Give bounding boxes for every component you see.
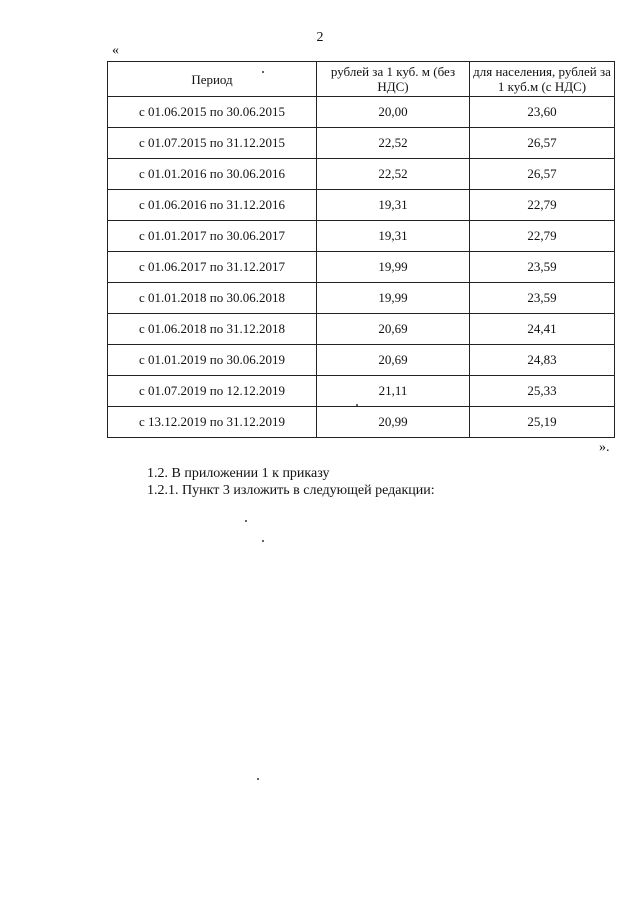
cell-period: с 01.07.2015 по 31.12.2015 [108,128,317,159]
cell-population-price: 23,59 [470,283,615,314]
scan-speck [262,71,264,73]
scan-speck [245,520,247,522]
cell-population-price: 25,19 [470,407,615,438]
cell-population-price: 23,60 [470,97,615,128]
cell-price: 19,99 [317,252,470,283]
cell-population-price: 23,59 [470,252,615,283]
closing-quote: ». [599,440,610,455]
cell-price: 22,52 [317,128,470,159]
cell-period: с 01.06.2017 по 31.12.2017 [108,252,317,283]
cell-period: с 13.12.2019 по 31.12.2019 [108,407,317,438]
table-row [108,376,615,407]
table-row [108,128,615,159]
table-header-row [108,62,615,97]
table-row [108,345,615,376]
cell-period: с 01.06.2015 по 30.06.2015 [108,97,317,128]
cell-price: 21,11 [317,376,470,407]
cell-price: 20,99 [317,407,470,438]
cell-population-price: 26,57 [470,159,615,190]
table-row [108,159,615,190]
scan-speck [262,540,264,542]
paragraph-1-2-1: 1.2.1. Пункт 3 изложить в следующей редакции: [147,483,435,498]
table-row [108,97,615,128]
cell-period: с 01.01.2019 по 30.06.2019 [108,345,317,376]
cell-population-price: 22,79 [470,190,615,221]
scan-speck [356,404,358,406]
cell-population-price: 22,79 [470,221,615,252]
cell-period: с 01.07.2019 по 12.12.2019 [108,376,317,407]
cell-price: 19,99 [317,283,470,314]
cell-period: с 01.06.2018 по 31.12.2018 [108,314,317,345]
header-population-price: для населения, рублей за 1 куб.м (с НДС) [470,62,615,97]
cell-price: 20,69 [317,345,470,376]
tariff-table [107,61,615,438]
table-row [108,221,615,252]
cell-period: с 01.01.2016 по 30.06.2016 [108,159,317,190]
table-row [108,314,615,345]
header-period: Период [108,62,317,97]
cell-population-price: 26,57 [470,128,615,159]
cell-price: 19,31 [317,221,470,252]
cell-period: с 01.06.2016 по 31.12.2016 [108,190,317,221]
header-price: рублей за 1 куб. м (без НДС) [317,62,470,97]
cell-price: 20,00 [317,97,470,128]
cell-price: 19,31 [317,190,470,221]
cell-price: 20,69 [317,314,470,345]
table-row [108,283,615,314]
table-row [108,252,615,283]
cell-period: с 01.01.2017 по 30.06.2017 [108,221,317,252]
opening-quote: « [112,43,119,58]
cell-period: с 01.01.2018 по 30.06.2018 [108,283,317,314]
table-row [108,190,615,221]
cell-population-price: 24,41 [470,314,615,345]
cell-population-price: 25,33 [470,376,615,407]
cell-population-price: 24,83 [470,345,615,376]
scan-speck [257,778,259,780]
page-number: 2 [316,30,324,45]
cell-price: 22,52 [317,159,470,190]
table-row [108,407,615,438]
paragraph-1-2: 1.2. В приложении 1 к приказу [147,466,330,481]
